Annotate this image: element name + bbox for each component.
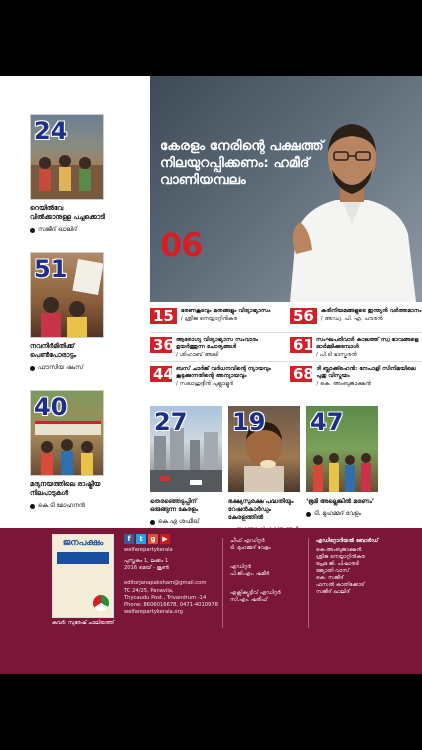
index-page-number: 36 xyxy=(150,337,172,353)
masthead-footer xyxy=(0,528,422,674)
tile-page-number: 47 xyxy=(310,408,344,436)
bullet-icon xyxy=(30,228,35,233)
index-author: / സലാഹുദ്ദീൻ പുല്ലാളൂർ xyxy=(176,381,234,387)
side-page-number: 40 xyxy=(34,393,68,421)
cover-caption: കവർ: സുരേഷ് ചാലിയത്ത് xyxy=(52,620,114,626)
tile-title: തെരഞ്ഞെടുപ്പിന് ഒരുങ്ങുന്ന കേരളം xyxy=(150,498,199,513)
footer-divider xyxy=(222,538,223,628)
side-thumbnail xyxy=(30,252,104,338)
side-article-3[interactable] xyxy=(30,390,106,510)
editor-name: പി.ജി.എം. ഷമീർ xyxy=(230,571,270,577)
board-member: കെ. സജീദ് xyxy=(316,575,344,581)
index-title: ആരോഗ്യ വിദ്യാഭ്യാസ സംവാദം ഉയർത്തുന്ന ചോദ്യങ്ങൾ xyxy=(176,337,259,350)
index-item[interactable] xyxy=(290,337,422,359)
board-member: ജ്യോതി വാസ് xyxy=(316,568,350,574)
side-thumbnail xyxy=(30,114,104,200)
index-page-number: 44 xyxy=(150,366,172,382)
cover-page-number: 06 xyxy=(160,226,203,264)
index-author: / ശ്രീജ നെയ്യാറ്റിൻകര xyxy=(180,316,238,322)
index-page-number: 61 xyxy=(290,337,312,353)
mini-cover-bar xyxy=(57,552,109,564)
address-line-2: Thycaudu Post., Trivandrum -14 xyxy=(124,595,207,601)
board-member: പ്രേമ ജി. പിഷാരടി xyxy=(316,561,360,567)
side-article-1[interactable] xyxy=(30,114,106,234)
index-page-number: 56 xyxy=(290,308,317,324)
mini-cover-title: ജനപക്ഷം xyxy=(62,538,104,548)
email[interactable]: editorjanapaksham@gmail.com xyxy=(124,580,207,586)
index-item[interactable] xyxy=(150,366,282,388)
exec-editor-name: സി.എം. ഷരീഫ് xyxy=(230,597,268,603)
tile-image xyxy=(228,406,300,492)
issue-info: പുസ്തകം 1, ലക്കം 1 xyxy=(124,558,169,564)
board-member: കെ.അംബുജാക്ഷൻ xyxy=(316,547,362,553)
google-plus-icon[interactable]: g xyxy=(148,534,158,544)
bullet-icon xyxy=(150,520,155,525)
tile-image xyxy=(150,406,222,492)
side-thumbnail xyxy=(30,390,104,476)
tile-title: ഭക്ഷ്യസുരക്ഷ പദ്ധതിയും റേഷൻകാർഡും കേരളത്തിൽ xyxy=(228,498,294,521)
bullet-icon xyxy=(30,366,35,371)
index-author: / പി.ടി ഭാസ്കരൻ xyxy=(316,352,357,358)
index-item[interactable] xyxy=(150,337,282,359)
issue-date: 2016 മെയ് - ജൂൺ xyxy=(124,565,170,571)
tile-author: ടി. മുഹമ്മദ് വേളം xyxy=(306,510,378,518)
tile-author: കെ.എ ശഫീഖ് xyxy=(150,518,222,526)
index-item[interactable] xyxy=(290,366,422,388)
tile-title: ‘ഭൂമി അല്ലെങ്കിൽ മരണം’ xyxy=(306,498,375,505)
side-author: കെ.ടി മോഹനൻ xyxy=(30,502,106,510)
index-author: / ശിഹാബ് അലി xyxy=(176,352,219,358)
index-item[interactable] xyxy=(150,308,282,324)
cover-title: കേരളം നേരിന്റെ പക്ഷത്ത് നിലയുറപ്പിക്കണം: ഹമീദ് വാണിയമ്പലം xyxy=(160,138,324,188)
index-title: കരിനിയമങ്ങളുടെ ഇന്ത്യൻ വർത്തമാനം xyxy=(320,308,422,314)
mini-cover[interactable] xyxy=(52,534,114,618)
interviewee-photo xyxy=(282,104,422,302)
side-article-2[interactable] xyxy=(30,252,106,372)
bottom-black-band xyxy=(0,674,422,750)
index-item[interactable] xyxy=(290,308,422,324)
social-icons xyxy=(124,534,170,544)
board-label: എഡിറ്റോറിയൽ ബോർഡ് xyxy=(316,538,379,544)
top-black-band xyxy=(0,0,422,76)
exec-editor-label: എക്സിക്യൂട്ടീവ് എഡിറ്റർ xyxy=(230,590,281,596)
facebook-icon[interactable]: f xyxy=(124,534,134,544)
phone: Phone: 8606016678, 0471-4010978 xyxy=(124,602,218,608)
chief-editor-label: ചീഫ് എഡിറ്റർ xyxy=(230,538,265,544)
party-flag-icon xyxy=(93,595,109,611)
feature-tile-3[interactable] xyxy=(306,406,378,518)
board-member: സജീദ് ഖാലിദ് xyxy=(316,589,350,595)
side-author: ഫൗസിയ ഷംസ് xyxy=(30,364,106,372)
tile-image xyxy=(306,406,378,492)
index-title: സംഘപരിവാർ കാലത്ത് സ്വ ഭാവങ്ങളെ ഓർമ്മിക്കുമ്പോൾ xyxy=(316,337,419,350)
index-title: ദി ബ്ലാക്ക്ഹെൻ: നേപാളി സിനിമയിലെ പുതു വിസ്മയം xyxy=(316,366,416,379)
index-page-number: 68 xyxy=(290,366,312,382)
social-handle[interactable]: welfarepartykerala xyxy=(124,547,173,553)
address-line-1: TC 24/25, Panavila, xyxy=(124,588,174,594)
feature-tile-1[interactable] xyxy=(150,406,222,526)
feature-tile-2[interactable] xyxy=(228,406,300,534)
tile-page-number: 27 xyxy=(154,408,188,436)
twitter-icon[interactable]: t xyxy=(136,534,146,544)
website[interactable]: welfarepartykerala.org xyxy=(124,609,183,615)
index-divider xyxy=(150,361,422,362)
bullet-icon xyxy=(30,504,35,509)
index-author: / കെ. അംബുജാക്ഷൻ xyxy=(316,381,371,387)
side-page-number: 24 xyxy=(34,117,68,145)
index-page-number: 15 xyxy=(150,308,177,324)
index-title: ഭരണകൂടവും മതങ്ങളും വിദ്യാഭ്യാസം xyxy=(180,308,271,314)
side-title: റെയിൽവേ വിൽക്കാനുള്ള പച്ചക്കൊടി xyxy=(30,204,106,221)
board-member: ശ്രീജ നെയ്യാറ്റിൻകര xyxy=(316,554,365,560)
side-page-number: 51 xyxy=(34,255,68,283)
chief-editor-name: ടി. മുഹമ്മദ് വേളം xyxy=(230,545,271,551)
board-member: ഫസൽ കാതിക്കോട് xyxy=(316,582,365,588)
cover-story[interactable] xyxy=(150,76,422,302)
tile-page-number: 19 xyxy=(232,408,266,436)
index-author: / അഡ്വ. പി. എ. പൗരൻ xyxy=(320,316,383,322)
footer-divider xyxy=(308,538,309,628)
side-author: സജീദ് ഖാലിദ് xyxy=(30,226,106,234)
index-divider xyxy=(150,332,422,333)
bullet-icon xyxy=(306,512,311,517)
editor-label: എഡിറ്റർ xyxy=(230,564,251,570)
index-title: ബസ് ചാർജ് വർധനവിന്റെ ന്യായവും കൂടുക്കുന്നതിന്റെ അന്യായവും xyxy=(176,366,271,379)
magazine-page[interactable] xyxy=(0,76,422,674)
youtube-icon[interactable]: ▶ xyxy=(160,534,170,544)
side-title: നവനിർമിതിക്ക് പെൺപോരാട്ടം xyxy=(30,342,77,359)
side-title: മദ്യനയത്തിലെ രാഷ്ട്രീയ നിലപാടുകൾ xyxy=(30,480,101,497)
